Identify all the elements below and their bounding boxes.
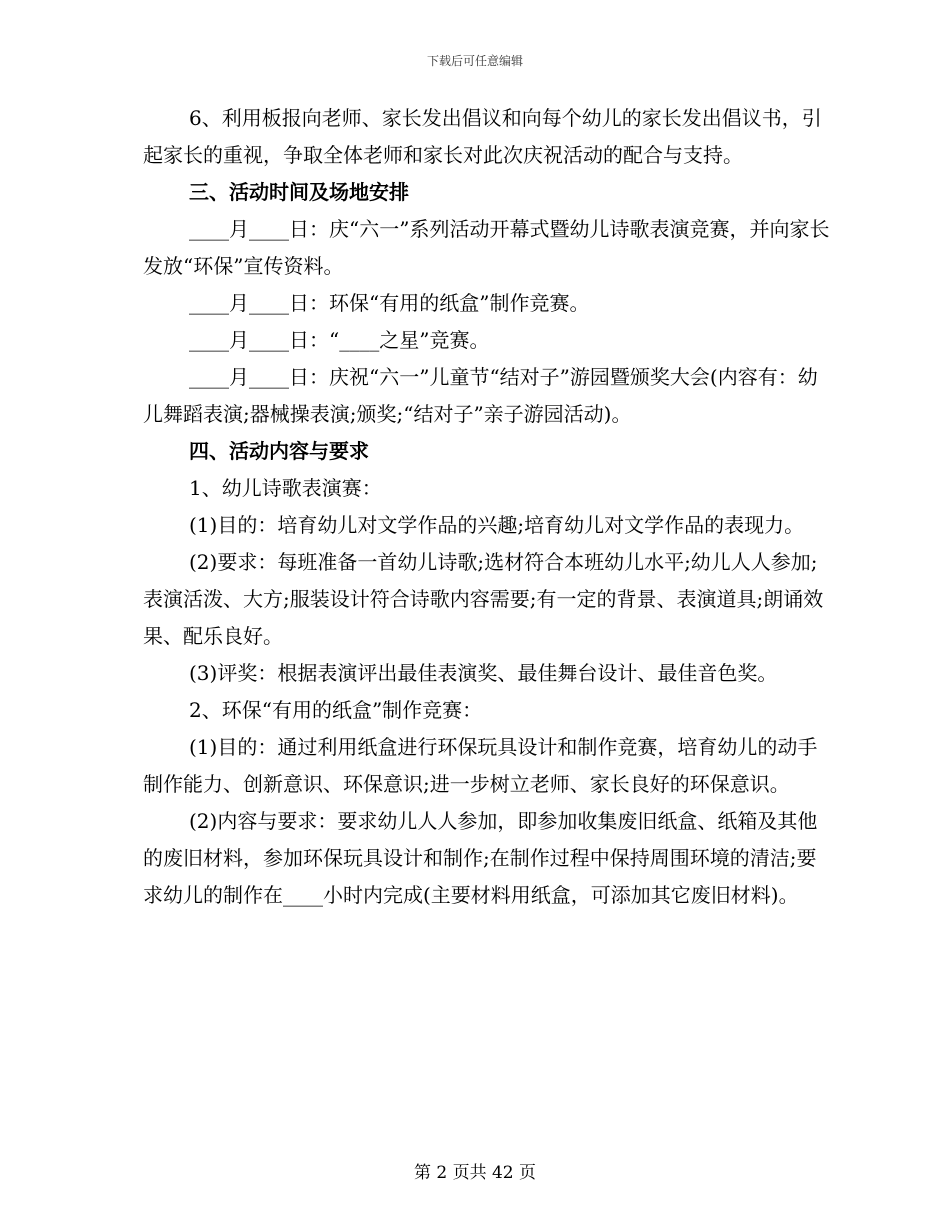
- schedule-item-carton: ____月____日：环保“有用的纸盒”制作竞赛。: [189, 291, 590, 315]
- schedule-item-star: ____月____日：“____之星”竞赛。: [189, 328, 490, 352]
- poetry-requirements: (2)要求：每班准备一首幼儿诗歌;选材符合本班幼儿水平;幼儿人人参加;表演活泼、大方;服装设计符合诗歌内容需要;有一定的背景、表演道具;朗诵效果、配乐良好。: [143, 550, 824, 648]
- carton-requirements: (2)内容与要求：要求幼儿人人参加，即参加收集废旧纸盒、纸箱及其他的废旧材料，参加环保玩具设计和制作;在制作过程中保持周围环境的清洁;要求幼儿的制作在____小时内完成(主要材料用纸盒，可添加其它废旧材料)。: [143, 809, 818, 907]
- section-heading-schedule: 三、活动时间及场地安排: [189, 180, 409, 204]
- carton-purpose: (1)目的：通过利用纸盒进行环保玩具设计和制作竞赛，培育幼儿的动手制作能力、创新意识、环保意识;进一步树立老师、家长良好的环保意识。: [143, 735, 818, 796]
- section-heading-content: 四、活动内容与要求: [189, 439, 369, 463]
- page-footer: 第 2 页共 42 页: [413, 1163, 537, 1183]
- schedule-item-ceremony: ____月____日：庆祝“六一”儿童节“结对子”游园暨颁奖大会(内容有：幼儿舞蹈表演;器械操表演;颁奖;“结对子”亲子游园活动)。: [143, 365, 818, 426]
- page-header: 下载后可任意编辑: [426, 54, 523, 68]
- poetry-purpose: (1)目的：培育幼儿对文学作品的兴趣;培育幼儿对文学作品的表现力。: [189, 513, 805, 537]
- schedule-item-opening: ____月____日：庆“六一”系列活动开幕式暨幼儿诗歌表演竞赛，并向家长发放“环保”宣传资料。: [143, 217, 830, 278]
- subsection-poetry: 1、幼儿诗歌表演赛：: [189, 476, 382, 500]
- document-body: [143, 100, 833, 914]
- subsection-carton: 2、环保“有用的纸盒”制作竞赛：: [189, 698, 483, 722]
- paragraph-item-6: 6、利用板报向老师、家长发出倡议和向每个幼儿的家长发出倡议书，引起家长的重视，争取全体老师和家长对此次庆祝活动的配合与支持。: [143, 106, 822, 167]
- poetry-awards: (3)评奖：根据表演评出最佳表演奖、最佳舞台设计、最佳音色奖。: [189, 661, 778, 685]
